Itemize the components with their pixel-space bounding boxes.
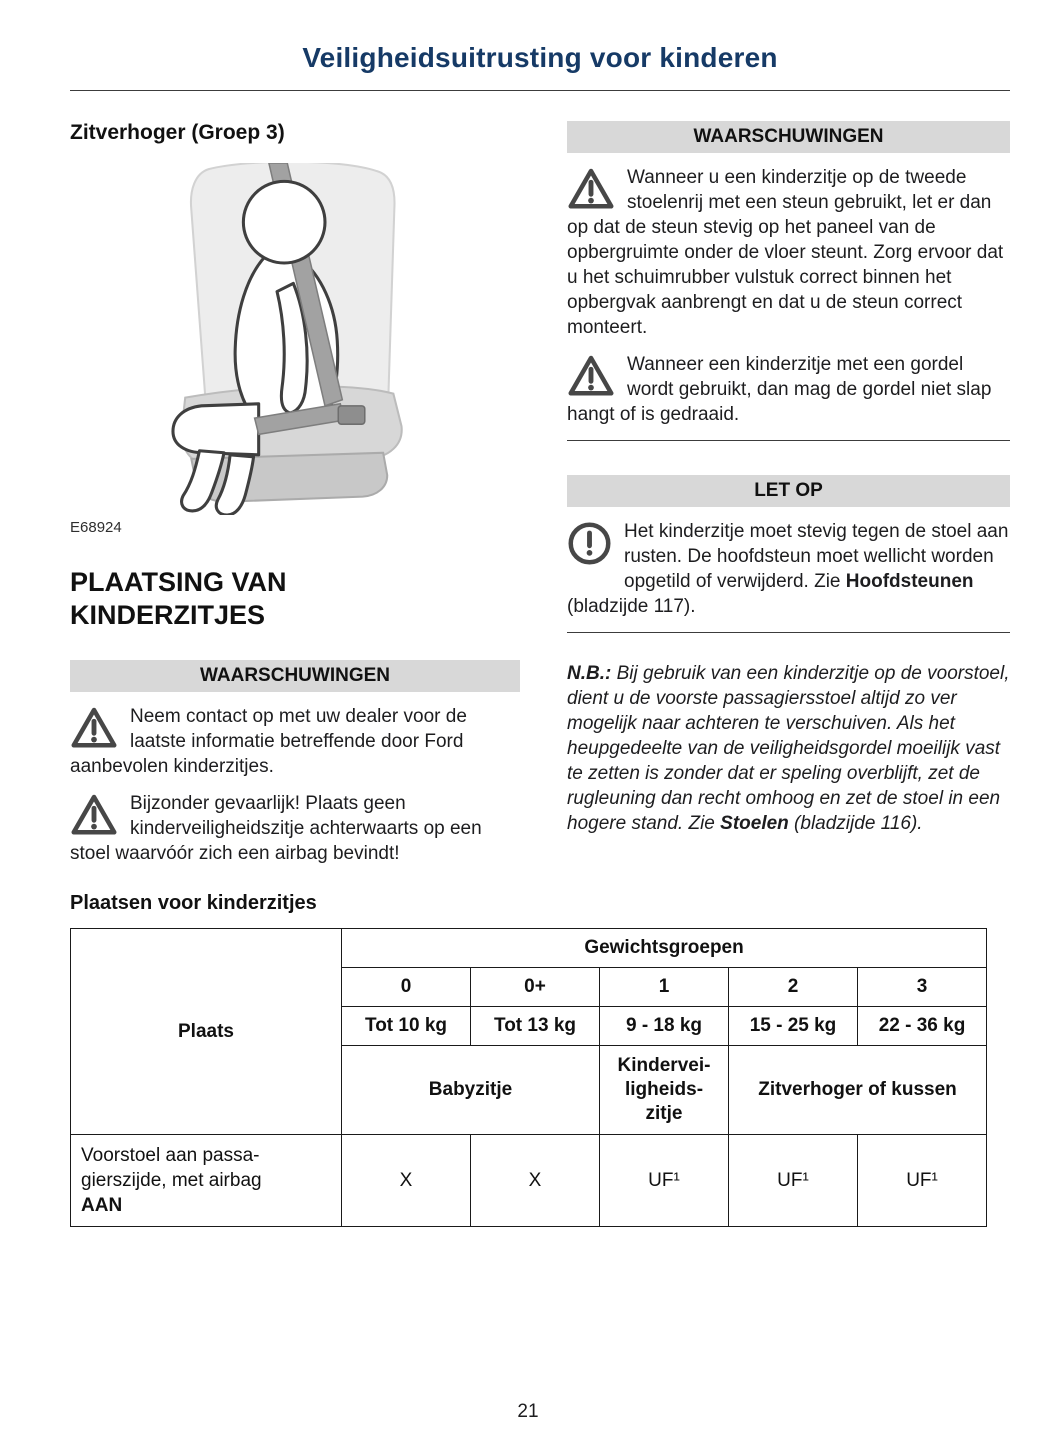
seat-position-label-line: gierszijde, met airbag	[81, 1170, 262, 1191]
child-seat-positions-table	[70, 928, 987, 1227]
table-row-groups-header	[71, 929, 987, 968]
group-cell: 1	[600, 968, 729, 1007]
warning-paragraph	[567, 352, 1010, 427]
warnings-banner-left: WAARSCHUWINGEN	[70, 660, 520, 692]
left-column	[70, 121, 520, 866]
group-cell: 0	[342, 968, 471, 1007]
seat-position-label-cell	[71, 1135, 342, 1227]
weight-cell: Tot 10 kg	[342, 1007, 471, 1046]
table-heading: Plaatsen voor kinderzitjes	[70, 892, 317, 914]
seat-type-cell: Babyzitje	[342, 1046, 600, 1135]
placement-heading-line: KINDERZITJES	[70, 600, 266, 630]
section-divider	[567, 440, 1010, 441]
booster-seat-figure	[132, 163, 418, 515]
notice-paragraph	[567, 519, 1010, 619]
weight-cell: 15 - 25 kg	[729, 1007, 858, 1046]
page-number: 21	[517, 1401, 539, 1422]
booster-seat-illustration	[132, 163, 418, 515]
seat-type-line: zitje	[645, 1103, 683, 1124]
group-cell: 0+	[471, 968, 600, 1007]
seat-type-line: ligheids-	[624, 1079, 704, 1100]
note-text: (bladzijde 116).	[788, 813, 923, 834]
weight-cell: Tot 13 kg	[471, 1007, 600, 1046]
notice-text: Het kinderzitje moet stevig tegen de stoel aan rusten. De hoofdsteun moet wellicht worden opgetild of verwijderd. Zie	[624, 521, 1009, 592]
page-title: Veiligheidsuitrusting voor kinderen	[302, 42, 778, 73]
content-columns	[70, 121, 1010, 866]
notice-banner: LET OP	[567, 475, 1010, 507]
placement-heading-line: PLAATSING VAN	[70, 567, 287, 597]
warning-text: Wanneer u een kinderzitje op de tweede stoelenrij met een steun gebruikt, let er dan op dat de steun stevig op het paneel van de opbergruimte onder de vloer steunt. Zorg ervoor dat u het schuimrubber vulstuk correct binnen het opbergvak aanbrengt en dat u de steun correct monteert.	[567, 167, 1004, 338]
warning-triangle-icon	[567, 167, 615, 211]
warning-paragraph	[567, 165, 1010, 340]
warnings-banner-right: WAARSCHUWINGEN	[567, 121, 1010, 153]
seat-position-label-line: Voorstoel aan passa-	[81, 1145, 260, 1166]
note-text: Bij gebruik van een kinderzitje op de voorstoel, dient u de voorste passagiersstoel altijd zo ver mogelijk naar achteren te verschuiven. Als het heupgedeelte van de veiligheidsgordel moeilijk vast te zetten is zonder dat er speling overblijft, zet de rugleuning dan recht omhoog en zet de stoel in een hogere stand. Zie	[567, 663, 1010, 834]
section-divider	[567, 632, 1010, 633]
value-cell: X	[471, 1135, 600, 1227]
weight-groups-header-cell: Gewichtsgroepen	[342, 929, 987, 968]
group-cell: 2	[729, 968, 858, 1007]
table-row-front-passenger	[71, 1135, 987, 1227]
warning-triangle-icon	[70, 706, 118, 750]
weight-cell: 22 - 36 kg	[858, 1007, 987, 1046]
seat-type-cell: Zitverhoger of kussen	[729, 1046, 987, 1135]
warning-text: Neem contact op met uw dealer voor de laatste informatie betreffende door Ford aanbevolen kinderzitjes.	[70, 706, 467, 777]
note-paragraph	[567, 661, 1010, 836]
seat-type-line: Kindervei-	[617, 1055, 711, 1076]
figure-caption: E68924	[70, 519, 122, 536]
plaats-header-cell: Plaats	[71, 929, 342, 1135]
note-label: N.B.:	[567, 663, 612, 684]
warning-text: Wanneer een kinderzitje met een gordel wordt gebruikt, dan mag de gordel niet slap hangt of is gedraaid.	[567, 354, 992, 425]
value-cell: X	[342, 1135, 471, 1227]
booster-section-heading: Zitverhoger (Groep 3)	[70, 121, 285, 144]
value-cell: UF¹	[600, 1135, 729, 1227]
warning-paragraph	[70, 791, 520, 866]
seat-type-cell	[600, 1046, 729, 1135]
value-cell: UF¹	[858, 1135, 987, 1227]
seat-position-label-bold: AAN	[81, 1195, 123, 1216]
notice-crossref: Hoofdsteunen	[845, 571, 974, 592]
warning-triangle-icon	[70, 793, 118, 837]
placement-heading	[70, 566, 520, 632]
weight-cell: 9 - 18 kg	[600, 1007, 729, 1046]
warning-triangle-icon	[567, 354, 615, 398]
warning-paragraph	[70, 704, 520, 779]
right-column	[567, 121, 1010, 866]
title-divider	[70, 90, 1010, 91]
note-crossref: Stoelen	[720, 813, 789, 834]
warning-text: Bijzonder gevaarlijk! Plaats geen kinderveiligheidszitje achterwaarts op een stoel waarvóór zich een airbag bevindt!	[70, 793, 482, 864]
value-cell: UF¹	[729, 1135, 858, 1227]
notice-text: (bladzijde 117).	[567, 596, 696, 617]
group-cell: 3	[858, 968, 987, 1007]
exclamation-circle-icon	[567, 521, 612, 566]
